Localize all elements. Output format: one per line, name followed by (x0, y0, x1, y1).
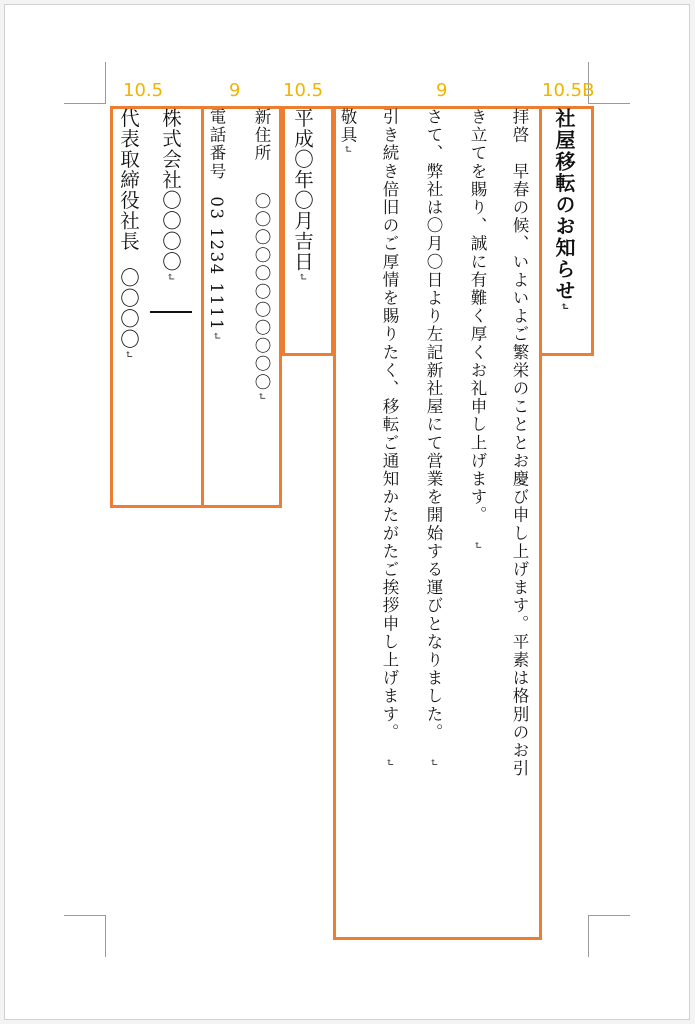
text-cursor (150, 311, 192, 313)
body-line-5-closing (336, 108, 358, 155)
crop-mark-tl-h (64, 103, 106, 104)
return-mark-icon: ↵ (210, 331, 223, 342)
document-date (290, 108, 315, 282)
signer-line (116, 108, 141, 360)
return-mark-icon: ↵ (341, 144, 354, 156)
font-size-label-date: 10.5 (283, 80, 324, 101)
return-mark-icon: ↵ (427, 757, 440, 769)
title-text: 社屋移転のお知らせ (552, 108, 576, 302)
return-mark-icon: ↵ (255, 391, 268, 403)
body-line-1-text: 拝啓 早春の候、いよいよご繁栄のこととお慶び申し上げます。平素は格別のお引 (510, 108, 529, 778)
signer-name: 〇〇〇〇 (117, 267, 140, 350)
company-name (158, 108, 183, 282)
phone-label: 電話番号 (207, 108, 226, 181)
body-line-3 (422, 108, 444, 768)
crop-mark-bl-v (105, 915, 106, 957)
address-label: 新住所 (252, 108, 271, 163)
address-line (250, 108, 272, 402)
return-mark-icon: ↵ (471, 540, 484, 552)
address-value: 〇〇〇〇〇〇〇〇〇〇〇 (252, 192, 271, 392)
crop-mark-br-v (588, 915, 589, 957)
date-text: 平成〇年〇月吉日 (291, 108, 314, 272)
crop-mark-br-h (588, 915, 630, 916)
font-size-label-body: 9 (436, 80, 448, 101)
body-line-2 (466, 108, 488, 551)
document-title (550, 108, 579, 312)
font-size-label-title: 10.5B (542, 80, 595, 101)
return-mark-icon: ↵ (558, 301, 571, 313)
return-mark-icon: ↵ (383, 757, 396, 769)
font-size-label-address: 9 (229, 80, 241, 101)
body-line-4 (378, 108, 400, 768)
closing-text: 敬具 (338, 108, 357, 145)
crop-mark-tr-h (588, 103, 630, 104)
company-text: 株式会社〇〇〇〇 (159, 108, 182, 272)
font-size-label-signer: 10.5 (123, 80, 164, 101)
body-line-3-text: さて、弊社は〇月〇日より左記新社屋にて営業を開始する運びとなりました。 (424, 108, 443, 742)
crop-mark-tl-v (105, 62, 106, 104)
crop-mark-bl-h (64, 915, 106, 916)
return-mark-icon: ↵ (164, 272, 177, 283)
body-line-2-text: き立てを賜り、誠に有難く厚くお礼申し上げます。 (468, 108, 487, 525)
return-mark-icon: ↵ (296, 272, 309, 283)
body-line-1 (508, 108, 530, 778)
return-mark-icon: ↵ (122, 349, 135, 360)
signer-title: 代表取締役社長 (117, 108, 140, 252)
body-line-4-text: 引き続き倍旧のご厚情を賜りたく、移転ご通知かたがたご挨拶申し上げます。 (380, 108, 399, 742)
phone-line (205, 108, 227, 342)
phone-value: 03 1234 1111 (207, 196, 226, 332)
